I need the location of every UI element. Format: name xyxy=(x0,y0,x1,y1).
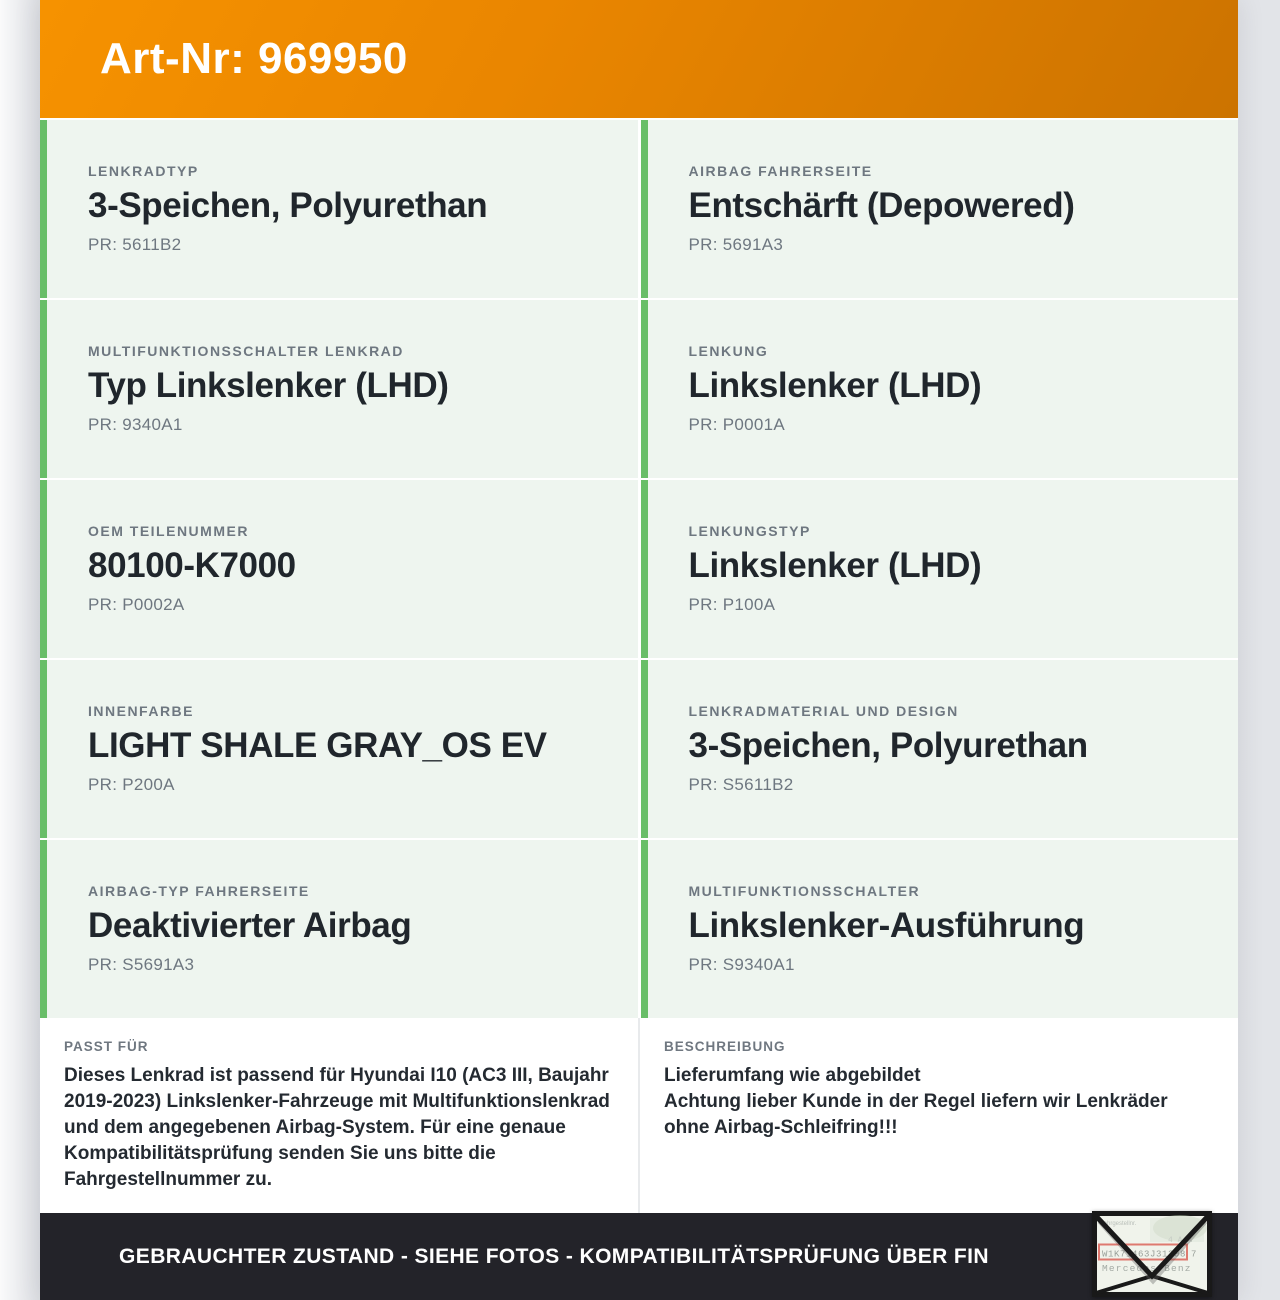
spec-pr: PR: S5611B2 xyxy=(688,775,794,795)
listing-container xyxy=(40,0,1238,1300)
spec-card xyxy=(641,840,1239,1018)
spec-card xyxy=(641,480,1239,658)
spec-pr: PR: 9340A1 xyxy=(88,415,183,435)
spec-card xyxy=(40,120,638,298)
spec-pr: PR: P200A xyxy=(88,775,175,795)
fits-for-text: Dieses Lenkrad ist passend für Hyundai I10 (AC3 III, Baujahr 2019-2023) Linkslenker-Fahrzeuge mit Multifunktionslenkrad und dem angegebenen Airbag-System. Für eine genaue Kompatibilitätsprüfung senden Sie uns bitte die Fahrgestellnummer zu. xyxy=(64,1065,610,1190)
info-section xyxy=(40,1018,1238,1213)
spec-value: 3-Speichen, Polyurethan xyxy=(688,725,1088,765)
spec-card xyxy=(641,300,1239,478)
spec-card xyxy=(40,300,638,478)
description-label: BESCHREIBUNG xyxy=(664,1039,786,1054)
vin-envelope-image xyxy=(1092,1211,1212,1297)
spec-value: LIGHT SHALE GRAY_OS EV xyxy=(88,725,547,765)
spec-label: LENKRADTYP xyxy=(88,162,199,179)
footer-condition-text: GEBRAUCHTER ZUSTAND - SIEHE FOTOS - KOMPATIBILITÄTSPRÜFUNG ÜBER FIN xyxy=(119,1244,989,1268)
spec-grid xyxy=(40,118,1238,1018)
article-number-title: Art-Nr: 969950 xyxy=(100,34,408,83)
spec-label: LENKRADMATERIAL UND DESIGN xyxy=(688,702,959,719)
spec-value: 3-Speichen, Polyurethan xyxy=(88,185,488,225)
spec-value: Entschärft (Depowered) xyxy=(688,185,1075,225)
spec-label: MULTIFUNKTIONSSCHALTER LENKRAD xyxy=(88,342,404,359)
spec-value: 80100-K7000 xyxy=(88,545,296,585)
spec-pr: PR: P0002A xyxy=(88,595,185,615)
description-text: Lieferumfang wie abgebildet Achtung lieber Kunde in der Regel liefern wir Lenkräder ohne Airbag-Schleifring!!! xyxy=(664,1065,1168,1138)
fits-for-card xyxy=(40,1018,638,1213)
fits-for-label: PASST FÜR xyxy=(64,1039,149,1054)
spec-label: LENKUNG xyxy=(688,342,769,359)
spec-value: Typ Linkslenker (LHD) xyxy=(88,365,449,405)
footer-bar xyxy=(40,1213,1238,1300)
spec-label: MULTIFUNKTIONSSCHALTER xyxy=(688,882,921,899)
spec-pr: PR: S9340A1 xyxy=(688,955,795,975)
spec-pr: PR: S5691A3 xyxy=(88,955,195,975)
spec-label: AIRBAG FAHRERSEITE xyxy=(688,162,873,179)
spec-pr: PR: P100A xyxy=(688,595,776,615)
spec-card xyxy=(641,660,1239,838)
spec-label: LENKUNGSTYP xyxy=(688,522,811,539)
header-banner xyxy=(40,0,1238,118)
spec-card xyxy=(40,840,638,1018)
spec-value: Linkslenker (LHD) xyxy=(688,365,982,405)
spec-card xyxy=(40,480,638,658)
spec-value: Deaktivierter Airbag xyxy=(88,905,412,945)
spec-pr: PR: P0001A xyxy=(688,415,786,435)
spec-label: AIRBAG-TYP FAHRERSEITE xyxy=(88,882,310,899)
spec-card xyxy=(641,120,1239,298)
envelope-graphic xyxy=(1092,1211,1212,1297)
spec-value: Linkslenker-Ausführung xyxy=(688,905,1085,945)
spec-pr: PR: 5611B2 xyxy=(88,235,182,255)
spec-card xyxy=(40,660,638,838)
description-card xyxy=(640,1018,1238,1213)
spec-pr: PR: 5691A3 xyxy=(688,235,784,255)
spec-label: OEM TEILENUMMER xyxy=(88,522,249,539)
spec-label: INNENFARBE xyxy=(88,702,195,719)
spec-value: Linkslenker (LHD) xyxy=(688,545,982,585)
